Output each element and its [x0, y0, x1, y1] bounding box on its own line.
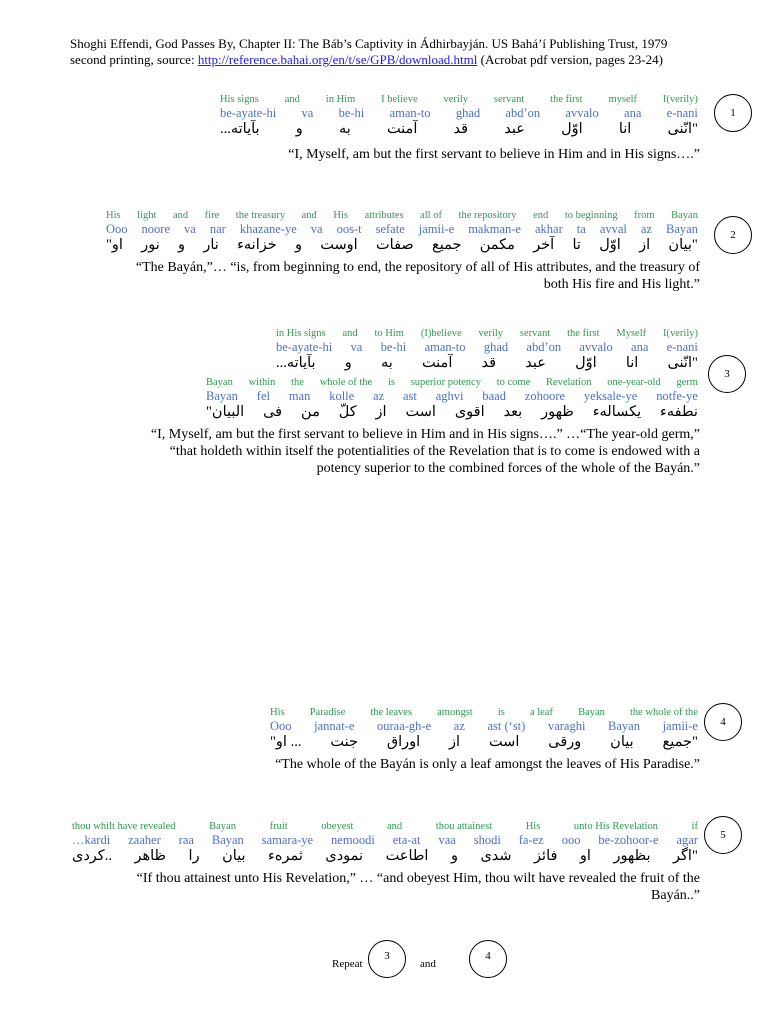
- word: jamii-e: [662, 719, 698, 733]
- word: and: [342, 328, 358, 339]
- translation-line: “The whole of the Bayán is only a leaf amongst the leaves of His Paradise.”: [275, 757, 700, 772]
- word: myself: [608, 94, 638, 105]
- word: is: [497, 707, 505, 718]
- word: to Him: [374, 328, 404, 339]
- word: avvalo: [579, 340, 613, 354]
- translation-line: “I, Myself, am but the first servant to believe in Him and in His signs….” …“The year-old germ,”: [150, 427, 700, 442]
- word: Bayan: [206, 389, 238, 403]
- word: His: [333, 210, 348, 221]
- word: ظهور: [541, 404, 574, 420]
- word: (I)believe: [420, 328, 462, 339]
- word: Ooo: [270, 719, 292, 733]
- word: فائز: [534, 848, 558, 864]
- word: a leaf: [529, 707, 553, 718]
- word: او: [579, 848, 591, 864]
- arabic-row: [106, 237, 698, 254]
- word: makman-e: [468, 222, 521, 236]
- word: servant: [493, 94, 525, 105]
- word: اوست: [320, 237, 358, 253]
- word: یکسالهء: [592, 404, 642, 420]
- word: البیان": [206, 404, 245, 420]
- word: if: [691, 821, 698, 832]
- word: oos-t: [336, 222, 362, 236]
- word: eta-at: [392, 833, 421, 847]
- word: اوّل: [599, 237, 621, 253]
- word: I believe: [381, 94, 418, 105]
- word: کلّ: [338, 404, 357, 420]
- transliteration-row: [270, 719, 698, 734]
- citation-line-2: [70, 52, 710, 68]
- word: the whole of the: [629, 707, 698, 718]
- word: بیان: [610, 734, 634, 750]
- word: Ooo: [106, 222, 128, 236]
- word: jannat-e: [314, 719, 355, 733]
- word: نور: [141, 237, 160, 253]
- word: نمودی: [325, 848, 364, 864]
- word: His signs: [220, 94, 259, 105]
- word: ..کردی: [72, 848, 112, 864]
- word: "بیان: [668, 237, 698, 253]
- word: جمیع: [432, 237, 462, 253]
- verse-block-3a: [276, 327, 698, 372]
- word: zohoore: [524, 389, 566, 403]
- word: اوّل: [575, 355, 597, 371]
- word: بعد: [503, 404, 523, 420]
- word: "جمیع: [662, 734, 698, 750]
- transliteration-row: [72, 833, 698, 848]
- word: man: [288, 389, 311, 403]
- word: و: [295, 121, 303, 137]
- word: ثمرهء: [268, 848, 303, 864]
- word: va: [350, 340, 363, 354]
- word: agar: [676, 833, 698, 847]
- word: verily: [478, 328, 504, 339]
- word: اوّل: [561, 121, 583, 137]
- word: عبد: [504, 121, 525, 137]
- word: avval: [599, 222, 627, 236]
- word: Bayan: [211, 833, 244, 847]
- word: thou whilt have revealed: [72, 821, 176, 832]
- translation-line: “I, Myself, am but the first servant to believe in Him and in His signs….”: [288, 147, 700, 162]
- word: ast (‘st): [487, 719, 526, 733]
- word: من: [301, 404, 320, 420]
- word: Revelation: [545, 377, 592, 388]
- word: and: [172, 210, 189, 221]
- transliteration-row: [276, 340, 698, 355]
- number-circle-5: 5: [704, 816, 742, 854]
- word: His: [106, 210, 121, 221]
- word: verily: [443, 94, 469, 105]
- word: the treasury: [235, 210, 286, 221]
- word: obeyest: [321, 821, 354, 832]
- word: from: [634, 210, 655, 221]
- arabic-row: [276, 355, 698, 372]
- word: به: [380, 355, 393, 371]
- gloss-row: [72, 820, 698, 833]
- word: I(verily): [662, 94, 698, 105]
- word: vaa: [438, 833, 456, 847]
- verse-block-3b: [206, 376, 698, 421]
- word: بظهور: [613, 848, 651, 864]
- word: "انّنی: [667, 355, 698, 371]
- word: His: [525, 821, 541, 832]
- word: jamii-e: [418, 222, 455, 236]
- word: قد: [481, 355, 497, 371]
- gloss-row: [106, 209, 698, 222]
- repeat-circle-b: 4: [469, 940, 507, 978]
- word: قد: [453, 121, 469, 137]
- word: fel: [256, 389, 270, 403]
- word: ghad: [483, 340, 509, 354]
- word: nemoodi: [331, 833, 375, 847]
- word: مکمن: [479, 237, 515, 253]
- transliteration-row: [106, 222, 698, 237]
- word: آمنت: [421, 355, 453, 371]
- word: yeksale-ye: [583, 389, 638, 403]
- translation-line: both His fire and His light.”: [543, 277, 700, 292]
- arabic-row: [220, 121, 698, 138]
- word: و: [295, 237, 303, 253]
- word: to come: [496, 377, 531, 388]
- word: انا: [625, 355, 639, 371]
- translation-5: [70, 870, 700, 904]
- word: Bayan: [578, 707, 605, 718]
- verse-block-4: [270, 706, 698, 751]
- word: unto His Revelation: [573, 821, 658, 832]
- word: بآیاته...: [220, 121, 260, 137]
- word: خزانهء: [237, 237, 277, 253]
- word: be-ayate-hi: [220, 106, 277, 120]
- word: the first: [567, 328, 600, 339]
- word: superior potency: [410, 377, 481, 388]
- word: germ: [676, 377, 698, 388]
- word: به: [338, 121, 351, 137]
- word: ghad: [455, 106, 481, 120]
- word: اقوی: [454, 404, 485, 420]
- word: varaghi: [547, 719, 586, 733]
- word: Bayan: [608, 719, 640, 733]
- word: az: [640, 222, 653, 236]
- word: آخر: [533, 237, 555, 253]
- word: notfe-ye: [656, 389, 698, 403]
- word: از: [375, 404, 387, 420]
- word: sefate: [375, 222, 405, 236]
- word: ana: [631, 340, 649, 354]
- word: va: [310, 222, 323, 236]
- word: را: [188, 848, 200, 864]
- word: kolle: [329, 389, 355, 403]
- gloss-row: [220, 93, 698, 106]
- gloss-row: [276, 327, 698, 340]
- word: و: [178, 237, 186, 253]
- word: samara-ye: [261, 833, 314, 847]
- translation-line: Bayán..”: [651, 888, 700, 903]
- citation-source-suffix: (Acrobat pdf version, pages 23-24): [477, 52, 663, 67]
- word: است: [405, 404, 436, 420]
- word: in Him: [325, 94, 356, 105]
- arabic-row: [206, 404, 698, 421]
- word: "اگر: [673, 848, 698, 864]
- word: within: [248, 377, 276, 388]
- word: از: [639, 237, 651, 253]
- word: نار: [203, 237, 219, 253]
- arabic-row: [72, 848, 698, 865]
- word: Bayan: [671, 210, 698, 221]
- word: عبد: [525, 355, 546, 371]
- transliteration-row: [220, 106, 698, 121]
- word: e-nani: [666, 106, 698, 120]
- word: aghvi: [435, 389, 464, 403]
- word: light: [137, 210, 157, 221]
- word: ورقی: [548, 734, 582, 750]
- word: zaaher: [128, 833, 161, 847]
- arabic-row: [270, 734, 698, 751]
- word: thou attainest: [435, 821, 493, 832]
- word: …kardi: [72, 833, 111, 847]
- citation-header: [70, 36, 710, 68]
- word: است: [488, 734, 520, 750]
- translation-line: “that holdeth within itself the potentialities of the Revelation that is to come is endowed with a: [169, 444, 700, 459]
- word: the leaves: [370, 707, 413, 718]
- transliteration-row: [206, 389, 698, 404]
- word: all of: [420, 210, 442, 221]
- word: va: [184, 222, 196, 236]
- word: and: [284, 94, 300, 105]
- translation-line: “The Bayán,”… “is, from beginning to end, the repository of all of His attributes, and the treasury of: [135, 260, 700, 275]
- word: servant: [519, 328, 551, 339]
- word: fire: [204, 210, 220, 221]
- word: attributes: [364, 210, 404, 221]
- word: ... او": [270, 734, 302, 750]
- word: is: [387, 377, 395, 388]
- word: aman-to: [424, 340, 466, 354]
- number-circle-1: 1: [714, 94, 752, 132]
- word: amongst: [437, 707, 473, 718]
- word: aman-to: [389, 106, 431, 120]
- word: نطفهء: [660, 404, 698, 420]
- word: بیان: [222, 848, 246, 864]
- word: بآیاته...: [276, 355, 316, 371]
- number-circle-4: 4: [704, 703, 742, 741]
- word: in His signs: [276, 328, 326, 339]
- word: khazane-ye: [239, 222, 297, 236]
- word: از: [449, 734, 461, 750]
- word: noore: [141, 222, 171, 236]
- word: end: [533, 210, 549, 221]
- word: اوراق: [386, 734, 421, 750]
- word: akhar: [534, 222, 563, 236]
- verse-block-5: [72, 820, 698, 865]
- word: e-nani: [666, 340, 698, 354]
- word: be-hi: [338, 106, 365, 120]
- word: avvalo: [565, 106, 599, 120]
- word: fruit: [269, 821, 288, 832]
- word: انا: [618, 121, 632, 137]
- number-circle-3: 3: [708, 355, 746, 393]
- word: Bayan: [666, 222, 698, 236]
- word: Bayan: [206, 377, 233, 388]
- translation-line: “If thou attainest unto His Revelation,” … “and obeyest Him, thou wilt have revealed the fruit of the: [136, 871, 700, 886]
- source-link[interactable]: http://reference.bahai.org/en/t/se/GPB/download.html: [197, 52, 478, 67]
- word: and: [301, 210, 317, 221]
- repeat-label: Repeat: [332, 958, 363, 970]
- word: the repository: [458, 210, 517, 221]
- word: to beginning: [564, 210, 618, 221]
- word: be-ayate-hi: [276, 340, 333, 354]
- citation-source-prefix: second printing, source:: [70, 52, 198, 67]
- word: Paradise: [309, 707, 346, 718]
- word: the first: [550, 94, 583, 105]
- word: Myself: [616, 328, 647, 339]
- word: ظاهر: [134, 848, 167, 864]
- word: ta: [576, 222, 586, 236]
- translation-4: [70, 756, 700, 773]
- word: شدی: [480, 848, 512, 864]
- word: ast: [402, 389, 417, 403]
- word: ana: [624, 106, 642, 120]
- word: فی: [263, 404, 283, 420]
- word: baad: [482, 389, 506, 403]
- repeat-circle-a: 3: [368, 940, 406, 978]
- word: the: [291, 377, 304, 388]
- word: اطاعت: [385, 848, 429, 864]
- word: raa: [178, 833, 194, 847]
- word: ouraa-gh-e: [377, 719, 432, 733]
- word: Bayan: [209, 821, 236, 832]
- verse-block-2: [106, 209, 698, 254]
- verse-block-1: [220, 93, 698, 138]
- translation-1: [70, 146, 700, 163]
- word: be-hi: [380, 340, 407, 354]
- gloss-row: [206, 376, 698, 389]
- translation-3: [70, 426, 700, 477]
- citation-line-1: Shoghi Effendi, God Passes By, Chapter II: The Báb’s Captivity in Ádhirbayján. US Bahá’í Publishing Trust, 1979: [70, 36, 668, 51]
- word: shodi: [473, 833, 501, 847]
- word: abd’on: [526, 340, 562, 354]
- word: be-zohoor-e: [598, 833, 659, 847]
- word: fa-ez: [518, 833, 544, 847]
- word: "انّنی: [667, 121, 698, 137]
- number-circle-2: 2: [714, 216, 752, 254]
- word: va: [301, 106, 314, 120]
- word: whole of the: [319, 377, 373, 388]
- translation-line: potency superior to the combined forces of the whole of the Bayán.”: [316, 461, 700, 476]
- word: I(verily): [663, 328, 698, 339]
- word: تا: [572, 237, 581, 253]
- gloss-row: [270, 706, 698, 719]
- word: His: [270, 707, 285, 718]
- word: و: [450, 848, 458, 864]
- word: and: [387, 821, 403, 832]
- word: ooo: [561, 833, 581, 847]
- word: nar: [209, 222, 226, 236]
- word: او": [106, 237, 123, 253]
- word: و: [344, 355, 352, 371]
- word: az: [373, 389, 385, 403]
- word: az: [453, 719, 465, 733]
- word: صفات: [376, 237, 414, 253]
- word: آمنت: [386, 121, 418, 137]
- word: جنت: [330, 734, 358, 750]
- word: abd’on: [505, 106, 541, 120]
- and-label: and: [420, 958, 436, 970]
- translation-2: [70, 259, 700, 293]
- word: one-year-old: [607, 377, 661, 388]
